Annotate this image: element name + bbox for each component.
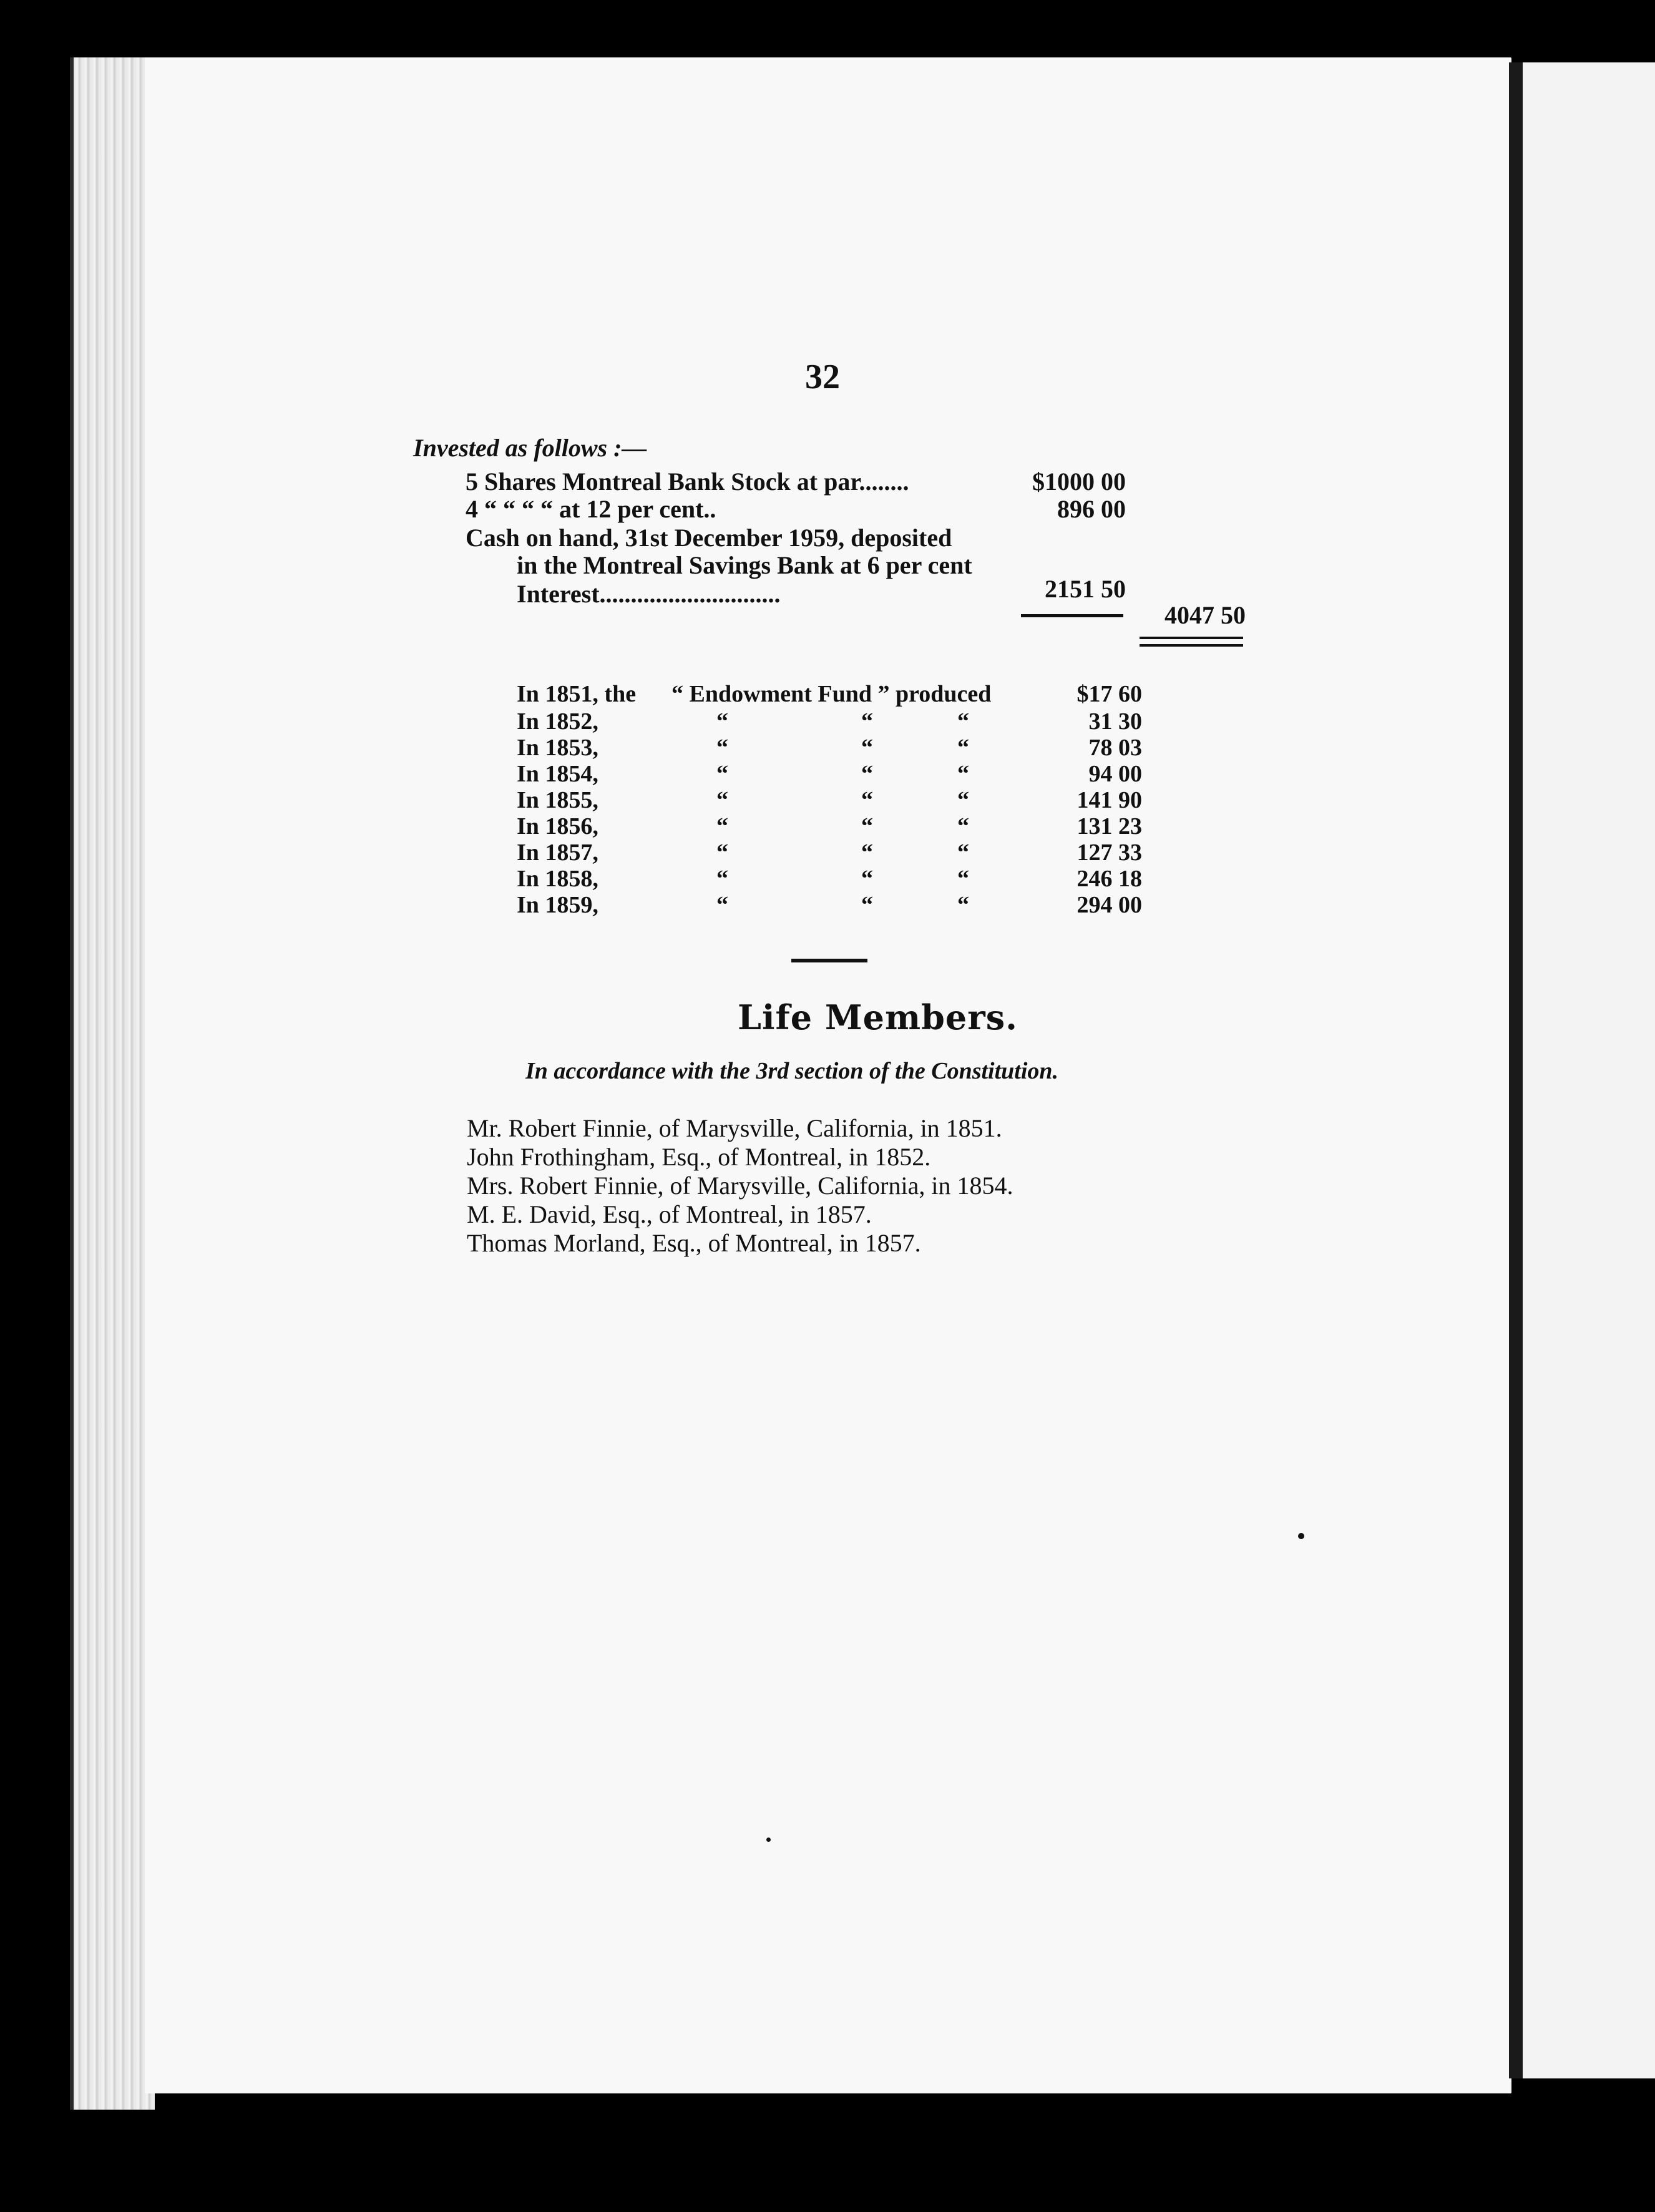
ditto-mark: “ <box>957 839 969 866</box>
investments-heading: Invested as follows :— <box>413 434 647 462</box>
fund-value: 78 03 <box>1088 735 1142 761</box>
fund-year: In 1852, <box>517 708 598 735</box>
ditto-mark: “ <box>716 813 728 839</box>
member-entry: Mrs. Robert Finnie, of Marysville, California, in 1854. <box>467 1172 1013 1200</box>
investment-line-2: 4 “ “ “ “ at 12 per cent.. <box>466 495 716 523</box>
ditto-mark: “ <box>957 787 969 813</box>
life-members-title: Life Members. <box>738 997 1018 1037</box>
investment-amount-2: 896 00 <box>1057 495 1126 523</box>
ditto-mark: “ <box>861 892 873 918</box>
total-double-rule-top <box>1140 637 1243 639</box>
ditto-mark: “ <box>861 761 873 787</box>
page-number: 32 <box>805 358 840 396</box>
member-entry: Mr. Robert Finnie, of Marysville, California, in 1851. <box>467 1114 1002 1142</box>
fund-row <box>517 839 1142 866</box>
fund-row <box>517 813 1142 840</box>
ditto-mark: “ <box>861 866 873 892</box>
investment-total: 4047 50 <box>1164 601 1246 629</box>
life-members-subtitle: In accordance with the 3rd section of the Constitution. <box>525 1058 1059 1084</box>
ditto-mark: “ <box>716 892 728 918</box>
investment-amount-1: $1000 00 <box>1032 467 1126 496</box>
ditto-mark: “ <box>957 708 969 735</box>
member-entry: M. E. David, Esq., of Montreal, in 1857. <box>467 1200 872 1228</box>
ditto-mark: “ <box>861 813 873 839</box>
fund-value: 141 90 <box>1076 787 1142 813</box>
fund-row <box>517 734 1142 761</box>
fund-year: In 1858, <box>517 866 598 892</box>
ditto-mark: “ <box>861 787 873 813</box>
ditto-mark: “ <box>861 839 873 866</box>
ditto-mark: “ <box>957 892 969 918</box>
total-double-rule-bottom <box>1140 644 1243 647</box>
fund-row <box>517 891 1142 919</box>
ink-speck <box>766 1838 771 1842</box>
ditto-mark: “ <box>716 761 728 787</box>
fund-year: In 1857, <box>517 839 598 866</box>
fund-year: In 1856, <box>517 813 598 839</box>
fund-row <box>517 786 1142 814</box>
fund-value: 294 00 <box>1076 892 1142 918</box>
ditto-mark: “ <box>957 735 969 761</box>
investment-line-4: in the Montreal Savings Bank at 6 per cent <box>517 551 972 579</box>
fund-value: $17 60 <box>1076 681 1142 707</box>
fund-description: “ Endowment Fund ” produced <box>671 681 992 707</box>
ditto-mark: “ <box>716 735 728 761</box>
ditto-mark: “ <box>861 708 873 735</box>
section-divider <box>791 959 867 962</box>
investment-line-1: 5 Shares Montreal Bank Stock at par........ <box>466 467 909 496</box>
fund-year: In 1859, <box>517 892 598 918</box>
fund-value: 246 18 <box>1076 866 1142 892</box>
fund-value: 131 23 <box>1076 813 1142 839</box>
fund-year: In 1853, <box>517 735 598 761</box>
fund-value: 127 33 <box>1076 839 1142 866</box>
investment-amount-3: 2151 50 <box>1045 575 1126 603</box>
fund-year: In 1854, <box>517 761 598 787</box>
fund-year: In 1851, the <box>517 681 637 707</box>
member-entry: Thomas Morland, Esq., of Montreal, in 1857. <box>467 1229 921 1257</box>
fund-row <box>517 708 1142 735</box>
ditto-mark: “ <box>716 866 728 892</box>
fund-row-1851 <box>517 680 1142 708</box>
investment-line-3: Cash on hand, 31st December 1959, deposited <box>466 524 952 552</box>
fund-value: 31 30 <box>1088 708 1142 735</box>
ink-speck <box>1298 1533 1304 1539</box>
ditto-mark: “ <box>957 813 969 839</box>
ditto-mark: “ <box>716 839 728 866</box>
fund-row <box>517 760 1142 788</box>
ditto-mark: “ <box>716 708 728 735</box>
member-entry: John Frothingham, Esq., of Montreal, in 1852. <box>467 1143 931 1171</box>
ditto-mark: “ <box>716 787 728 813</box>
subtotal-rule <box>1021 614 1123 617</box>
ditto-mark: “ <box>861 735 873 761</box>
fund-value: 94 00 <box>1088 761 1142 787</box>
fund-year: In 1855, <box>517 787 598 813</box>
investment-line-5: Interest............................. <box>517 580 781 608</box>
fund-row <box>517 865 1142 893</box>
ditto-mark: “ <box>957 866 969 892</box>
ditto-mark: “ <box>957 761 969 787</box>
